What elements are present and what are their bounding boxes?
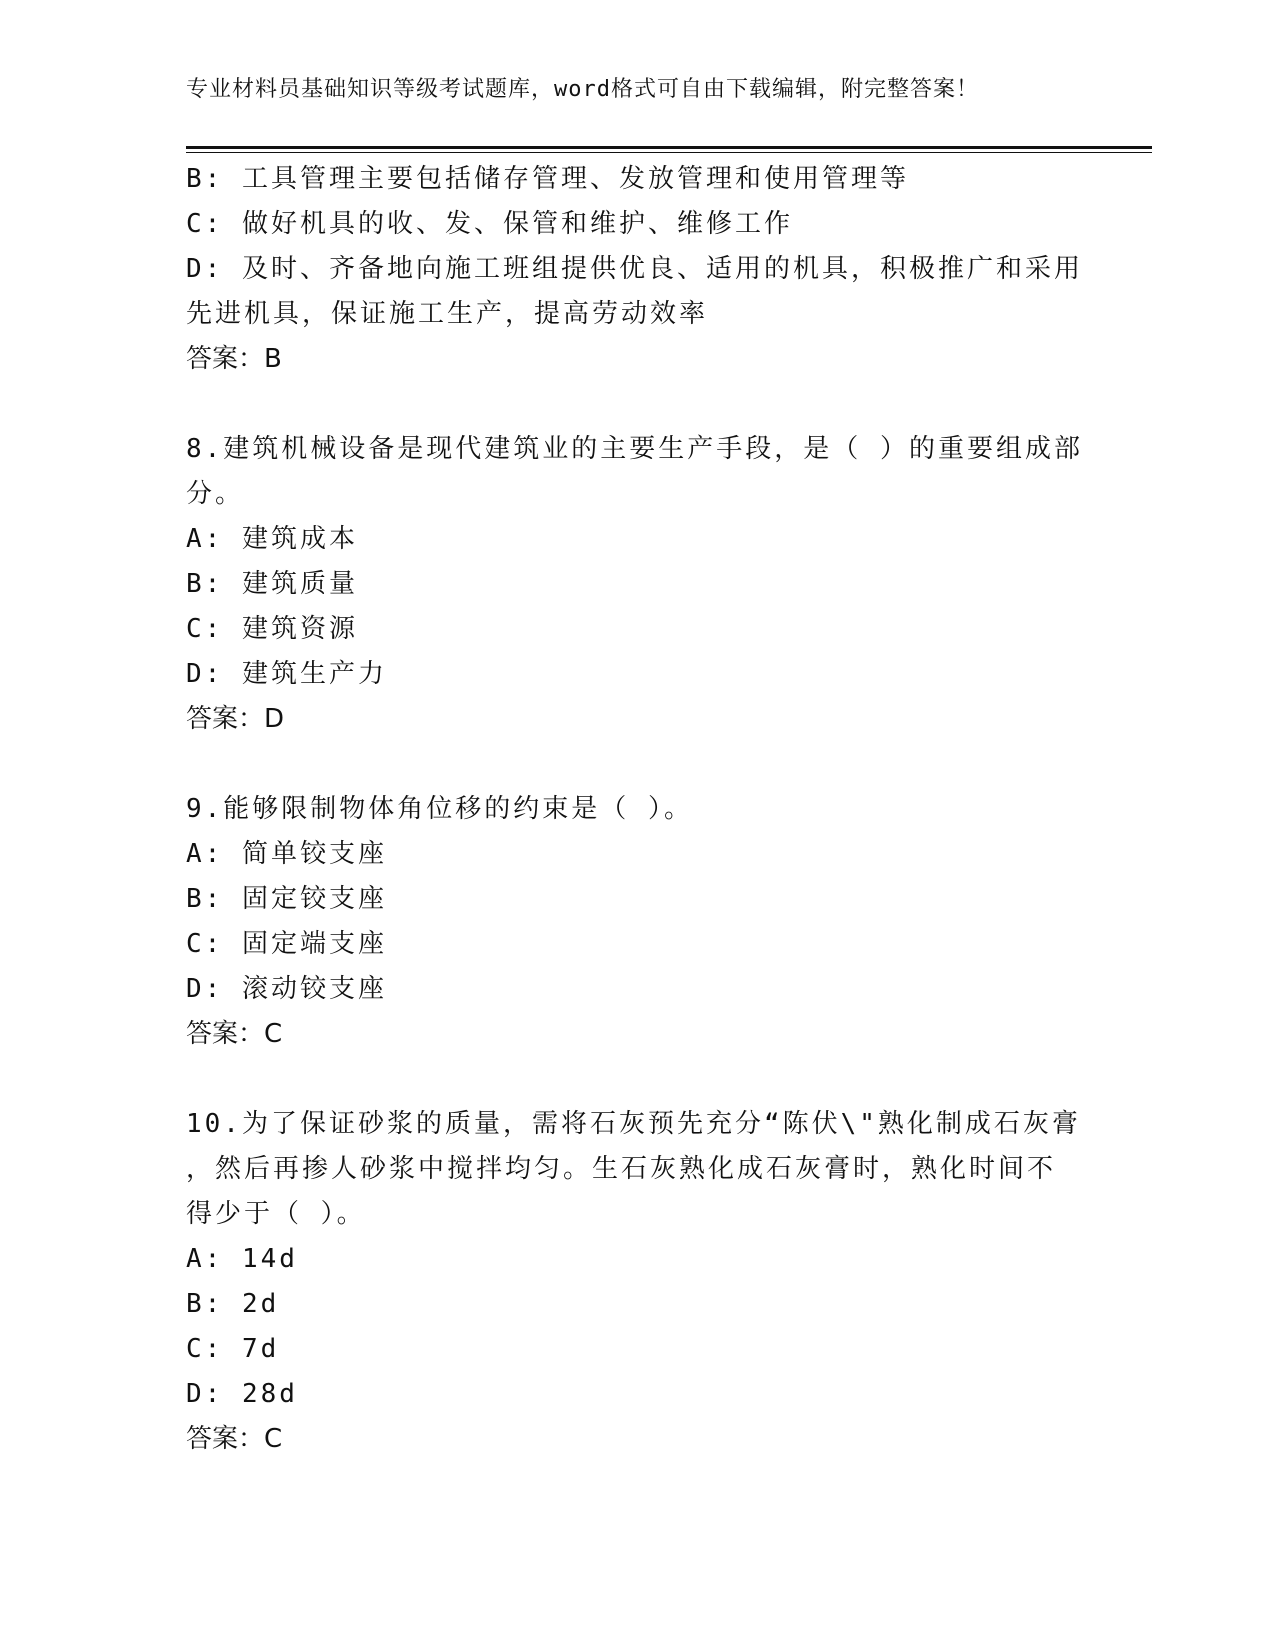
spacer — [186, 742, 1086, 787]
question-7-tail — [186, 157, 1086, 382]
q10-stem-line3: 得少于（ ）。 — [186, 1199, 366, 1229]
question-content — [186, 157, 1086, 1462]
header-rule-thick — [186, 146, 1152, 149]
question-8 — [186, 427, 1086, 742]
q9-answer: 答案：C — [186, 1019, 283, 1049]
q7-option-b: B: 工具管理主要包括储存管理、发放管理和使用管理等 — [186, 164, 909, 194]
q10-answer: 答案：C — [186, 1424, 283, 1454]
q7-answer: 答案：B — [186, 344, 282, 374]
page-header-title: 专业材料员基础知识等级考试题库，word格式可自由下载编辑，附完整答案！ — [186, 77, 979, 102]
spacer — [186, 1057, 1086, 1102]
q7-option-c: C: 做好机具的收、发、保管和维护、维修工作 — [186, 209, 793, 239]
q8-option-d: D: 建筑生产力 — [186, 659, 387, 689]
q10-option-a: A: 14d — [186, 1244, 298, 1274]
q8-stem-line2: 分。 — [186, 479, 245, 509]
q7-option-d-line1: D: 及时、齐备地向施工班组提供优良、适用的机具，积极推广和采用 — [186, 254, 1083, 284]
q9-stem: 9.能够限制物体角位移的约束是（ ）。 — [186, 794, 693, 824]
q10-option-b: B: 2d — [186, 1289, 280, 1319]
q10-option-c: C: 7d — [186, 1334, 280, 1364]
spacer — [186, 382, 1086, 427]
q8-answer: 答案：D — [186, 704, 285, 734]
q9-option-a: A: 简单铰支座 — [186, 839, 387, 869]
q10-stem-line2: ，然后再掺人砂浆中搅拌均匀。生石灰熟化成石灰膏时，熟化时间不 — [186, 1154, 1057, 1184]
q8-option-a: A: 建筑成本 — [186, 524, 358, 554]
q8-option-c: C: 建筑资源 — [186, 614, 358, 644]
q10-stem-line1: 10.为了保证砂浆的质量，需将石灰预先充分“陈伏\"熟化制成石灰膏 — [186, 1109, 1081, 1139]
q7-option-d-line2: 先进机具，保证施工生产，提高劳动效率 — [186, 299, 709, 329]
question-10 — [186, 1102, 1086, 1462]
q9-option-c: C: 固定端支座 — [186, 929, 387, 959]
q9-option-b: B: 固定铰支座 — [186, 884, 387, 914]
q8-option-b: B: 建筑质量 — [186, 569, 358, 599]
header-rule-thin — [186, 152, 1152, 153]
q10-option-d: D: 28d — [186, 1379, 298, 1409]
question-9 — [186, 787, 1086, 1057]
q9-option-d: D: 滚动铰支座 — [186, 974, 387, 1004]
q8-stem-line1: 8.建筑机械设备是现代建筑业的主要生产手段，是（ ）的重要组成部 — [186, 434, 1083, 464]
